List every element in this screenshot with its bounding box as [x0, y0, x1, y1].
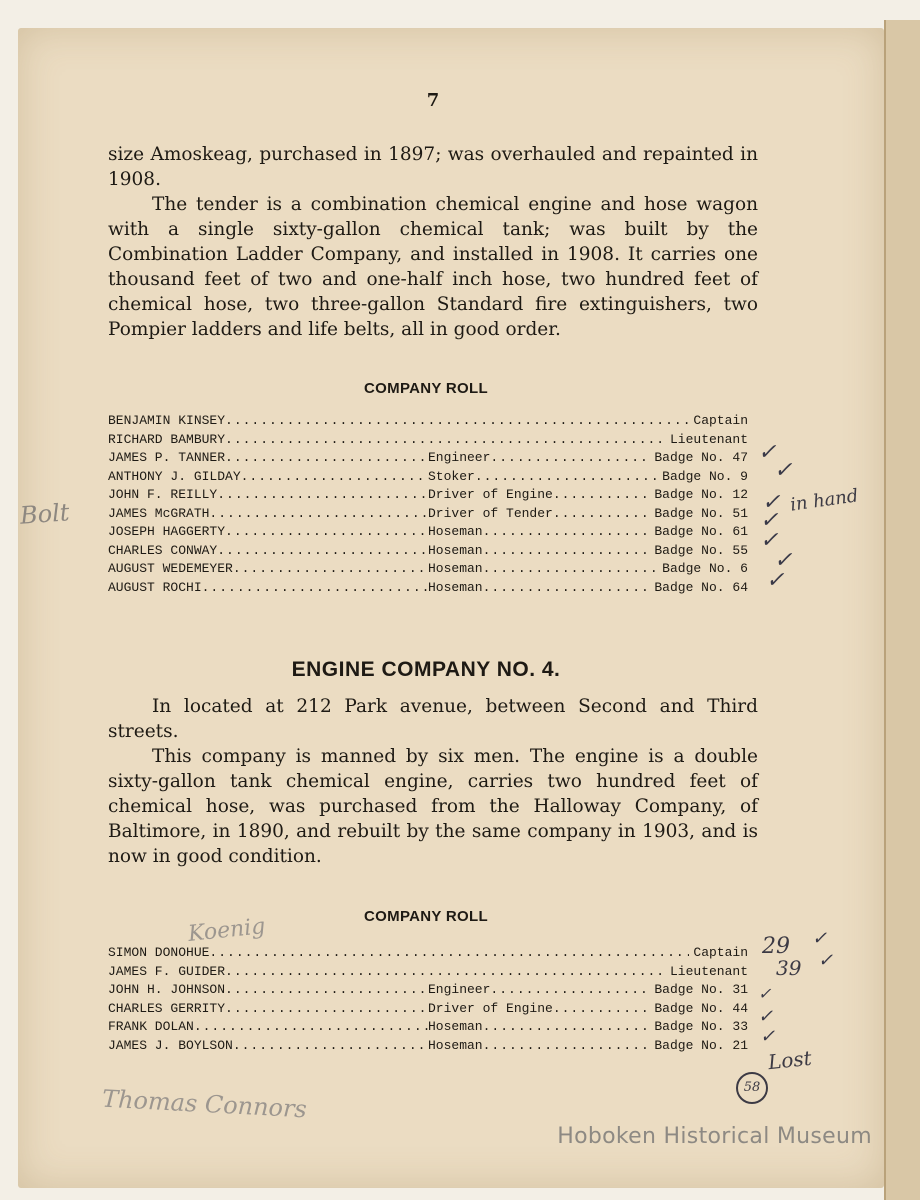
checkmark-icon: ✓: [812, 928, 828, 949]
member-role: Stoker: [428, 468, 475, 484]
checkmark-icon: ✓: [818, 950, 834, 971]
member-role: Engineer: [428, 982, 491, 997]
checkmark-icon: ✓: [774, 458, 793, 483]
member-name: JAMES J. BOYLSON: [108, 1037, 233, 1053]
lost-note: Lost: [766, 1045, 813, 1075]
intro-paragraph-1: size Amoskeag, purchased in 1897; was overhauled and repainted in 1908.: [108, 144, 758, 190]
in-hand-note: in hand: [788, 485, 860, 516]
checkmark-icon: ✓: [760, 1026, 776, 1047]
booklet-spine: [884, 20, 920, 1200]
company-roll-1: [108, 412, 748, 597]
member-name: AUGUST WEDEMEYER: [108, 561, 233, 576]
checkmark-icon: ✓: [758, 1006, 774, 1027]
company-roll-2: [108, 944, 748, 1055]
page-number: 7: [426, 90, 440, 111]
officer-row: [108, 963, 748, 982]
member-name: JAMES McGRATH: [108, 505, 210, 521]
checkmark-icon: ✓: [766, 568, 785, 593]
member-row: [108, 542, 748, 561]
member-badge: Badge No. 6: [662, 561, 748, 576]
member-name: AUGUST ROCHI: [108, 579, 202, 595]
member-name: JOSEPH HAGGERTY: [108, 524, 226, 539]
officer-title: Lieutenant: [669, 431, 748, 447]
handwritten-number: 29: [762, 934, 790, 959]
member-badge: Badge No. 47: [654, 450, 748, 465]
member-badge: Badge No. 64: [654, 579, 748, 595]
member-name: FRANK DOLAN: [108, 1019, 194, 1034]
officer-name: JAMES F. GUIDER: [108, 963, 226, 979]
member-badge: Badge No. 21: [654, 1037, 748, 1053]
officer-title: Lieutenant: [669, 963, 748, 979]
member-role: Driver of Engine: [428, 1000, 553, 1016]
koenig-note: Koenig: [186, 914, 267, 947]
section-text: [108, 694, 758, 869]
checkmark-icon: ✓: [760, 508, 779, 533]
officer-row: [108, 431, 748, 450]
section-heading: ENGINE COMPANY NO. 4.: [291, 658, 561, 681]
officer-name: BENJAMIN KINSEY: [108, 413, 226, 428]
section-paragraph-1: In located at 212 Park avenue, between Second and Third streets.: [108, 696, 758, 742]
margin-handwriting: Bolt: [19, 498, 71, 530]
intro-text: [108, 142, 758, 342]
member-role: Driver of Tender: [428, 505, 553, 521]
member-row: [108, 981, 748, 1000]
checkmark-icon: ✓: [762, 490, 781, 515]
member-role: Hoseman: [428, 524, 483, 539]
officer-name: SIMON DONOHUE: [108, 945, 210, 960]
officer-title: Captain: [693, 413, 748, 428]
member-row: [108, 1000, 748, 1019]
member-row: [108, 505, 748, 524]
member-name: CHARLES GERRITY: [108, 1000, 226, 1016]
member-row: [108, 579, 748, 598]
member-badge: Badge No. 31: [654, 982, 748, 997]
officer-row: [108, 944, 748, 963]
member-badge: Badge No. 55: [654, 542, 748, 558]
member-row: [108, 486, 748, 505]
member-role: Hoseman: [428, 579, 483, 595]
member-row: [108, 560, 748, 579]
member-role: Hoseman: [428, 1037, 483, 1053]
checkmark-icon: ✓: [760, 528, 779, 553]
officer-row: [108, 412, 748, 431]
member-name: CHARLES CONWAY: [108, 542, 218, 558]
handwritten-number: 39: [776, 956, 802, 980]
member-row: [108, 523, 748, 542]
member-badge: Badge No. 61: [654, 524, 748, 539]
member-badge: Badge No. 44: [654, 1000, 748, 1016]
intro-paragraph-2: The tender is a combination chemical engine and hose wagon with a single sixty-gallon chemical tank; was built by the Combination Ladder Company, and installed in 1908. It carries one thousand feet of two and one-half inch hose, two hundred feet of chemical hose, two three-gallon Standard fire extinguishers, two Pompier ladders and life belts, all in good order.: [108, 194, 758, 340]
member-row: [108, 1037, 748, 1056]
member-badge: Badge No. 33: [654, 1019, 748, 1034]
member-role: Hoseman: [428, 561, 483, 576]
member-role: Hoseman: [428, 542, 483, 558]
member-row: [108, 1018, 748, 1037]
checkmark-icon: ✓: [758, 984, 772, 1003]
member-name: ANTHONY J. GILDAY: [108, 468, 241, 484]
member-name: JOHN F. REILLY: [108, 487, 218, 502]
company-roll-heading-1: COMPANY ROLL: [364, 380, 488, 397]
circled-number: 58: [736, 1072, 768, 1104]
member-name: JOHN H. JOHNSON: [108, 982, 226, 997]
member-row: [108, 468, 748, 487]
checkmark-icon: ✓: [774, 548, 793, 573]
member-badge: Badge No. 9: [662, 468, 748, 484]
museum-watermark: Hoboken Historical Museum: [557, 1124, 872, 1149]
member-role: Driver of Engine: [428, 487, 553, 502]
member-name: JAMES P. TANNER: [108, 450, 226, 465]
member-role: Engineer: [428, 450, 491, 465]
checkmark-icon: ✓: [758, 440, 777, 465]
member-row: [108, 449, 748, 468]
thomas-connors-note: Thomas Connors: [101, 1084, 308, 1124]
company-roll-heading-2: COMPANY ROLL: [364, 908, 488, 925]
officer-name: RICHARD BAMBURY: [108, 431, 226, 447]
member-badge: Badge No. 51: [654, 505, 748, 521]
member-role: Hoseman: [428, 1019, 483, 1034]
member-badge: Badge No. 12: [654, 487, 748, 502]
section-paragraph-2: This company is manned by six men. The engine is a double sixty-gallon tank chemical engine, carries two hundred feet of chemical hose, was purchased from the Halloway Company, of Baltimore, in 1890, and rebuilt by the same company in 1903, and is now in good condition.: [108, 746, 758, 867]
officer-title: Captain: [693, 945, 748, 960]
